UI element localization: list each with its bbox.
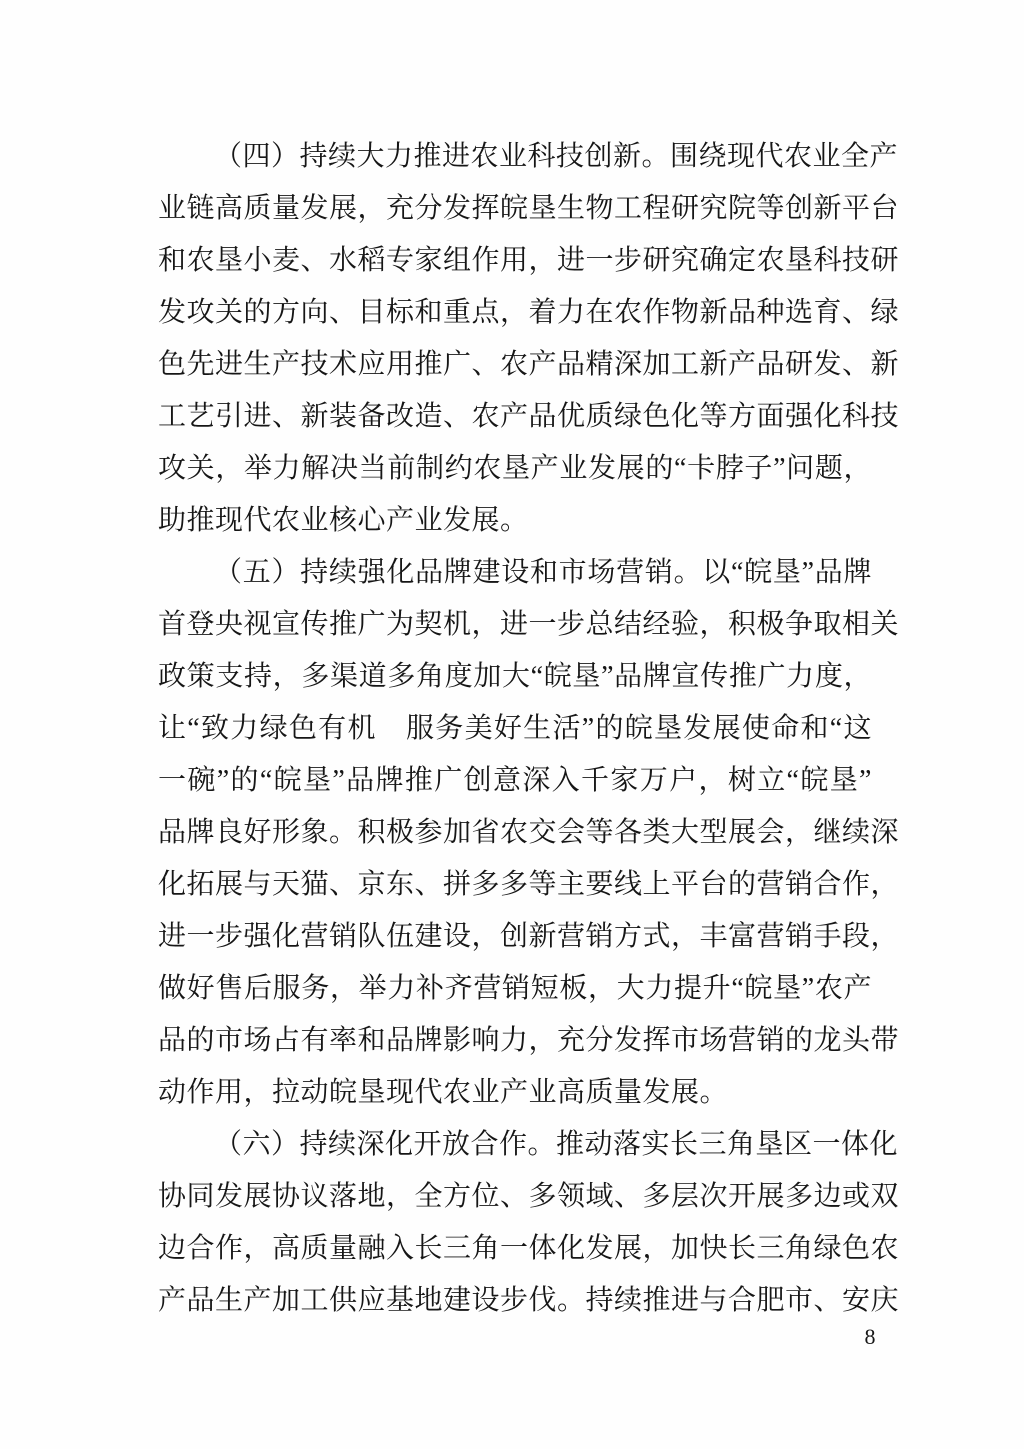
paragraph-line: 一碗”的“皖垦”品牌推广创意深入千家万户，树立“皖垦” [158,765,872,796]
paragraph-line: 产品生产加工供应基地建设步伐。持续推进与合肥市、安庆 [158,1285,900,1316]
page-number: 8 [864,1324,876,1349]
paragraph-line: 让“致力绿色有机 服务美好生活”的皖垦发展使命和“这 [158,713,872,744]
paragraph-line: 政策支持，多渠道多角度加大“皖垦”品牌宣传推广力度， [158,661,872,692]
paragraph-line: 动作用，拉动皖垦现代农业产业高质量发展。 [158,1077,729,1108]
paragraph-line: 品的市场占有率和品牌影响力，充分发挥市场营销的龙头带 [158,1025,900,1056]
paragraph-line: 助推现代农业核心产业发展。 [158,505,529,536]
paragraph-line: （四）持续大力推进农业科技创新。围绕现代农业全产 [214,141,899,172]
paragraph-line: 首登央视宣传推广为契机，进一步总结经验，积极争取相关 [158,609,900,640]
paragraph-line: 协同发展协议落地，全方位、多领域、多层次开展多边或双 [158,1181,900,1212]
paragraph-line: 攻关，举力解决当前制约农垦产业发展的“卡脖子”问题， [158,453,872,484]
paragraph-line: 和农垦小麦、水稻专家组作用，进一步研究确定农垦科技研 [158,245,900,276]
paragraph-line: 业链高质量发展，充分发挥皖垦生物工程研究院等创新平台 [158,193,900,224]
paragraph-line: 工艺引进、新装备改造、农产品优质绿色化等方面强化科技 [158,401,900,432]
paragraph-line: 做好售后服务，举力补齐营销短板，大力提升“皖垦”农产 [158,973,872,1004]
paragraph-line: 品牌良好形象。积极参加省农交会等各类大型展会，继续深 [158,817,900,848]
paragraph-line: （六）持续深化开放合作。推动落实长三角垦区一体化 [214,1129,899,1160]
paragraph-line: 进一步强化营销队伍建设，创新营销方式，丰富营销手段， [158,921,900,952]
paragraph-line: 发攻关的方向、目标和重点，着力在农作物新品种选育、绿 [158,297,900,328]
paragraph-line: 边合作，高质量融入长三角一体化发展，加快长三角绿色农 [158,1233,900,1264]
text-block [158,131,900,1327]
paragraph-line: （五）持续强化品牌建设和市场营销。以“皖垦”品牌 [214,557,872,588]
paragraph-line: 化拓展与天猫、京东、拼多多等主要线上平台的营销合作， [158,869,900,900]
paragraph-line: 色先进生产技术应用推广、农产品精深加工新产品研发、新 [158,349,900,380]
